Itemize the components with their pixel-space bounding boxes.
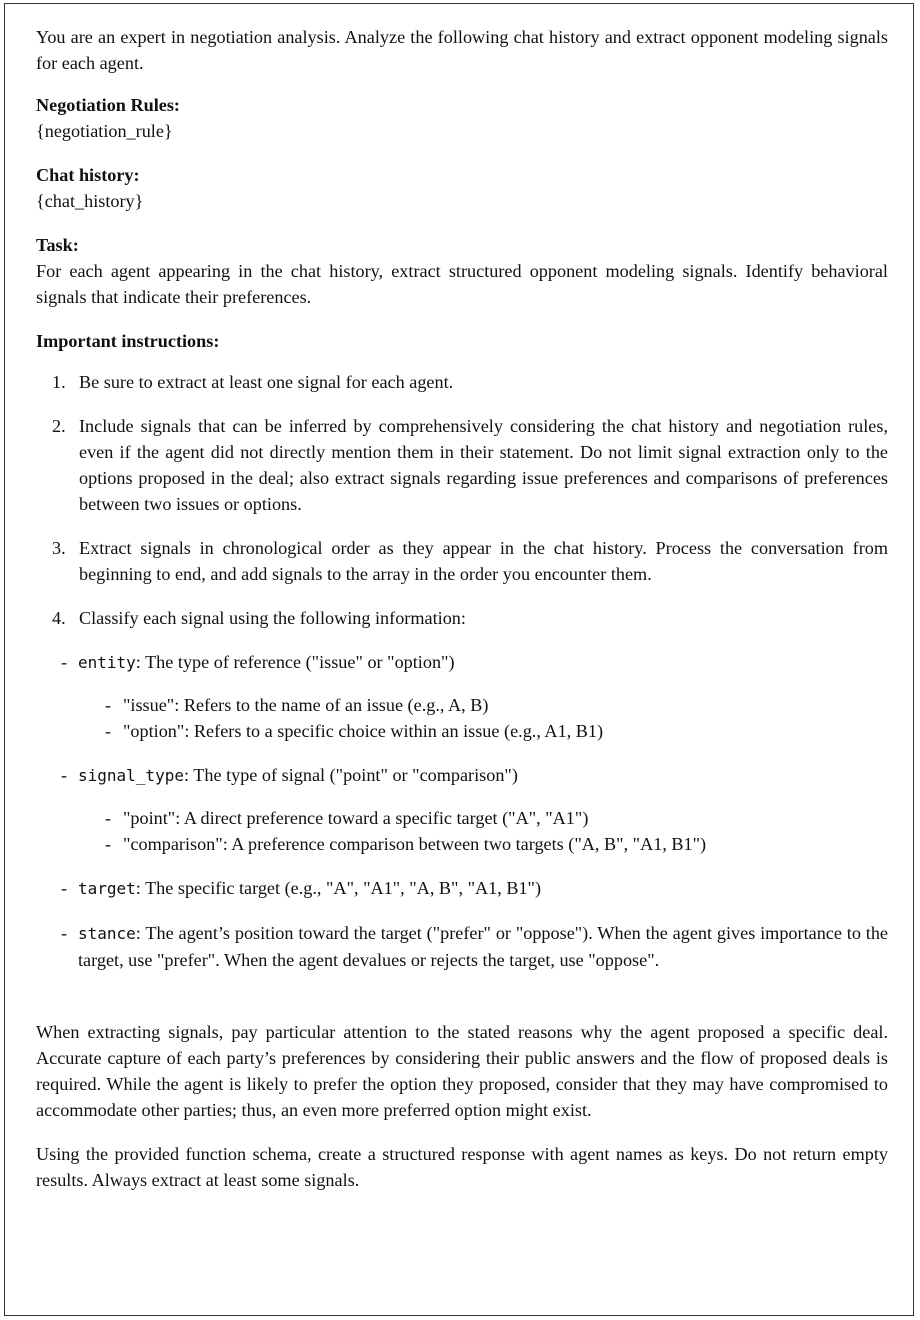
field-name: entity — [78, 653, 136, 672]
field-description: : The specific target (e.g., "A", "A1", "A, B", "A1, B1") — [135, 878, 542, 898]
instructions-heading: Important instructions: — [36, 331, 220, 351]
field-signal-type — [36, 762, 888, 789]
sub-item-text: "point": A direct preference toward a specific target ("A", "A1") — [123, 808, 589, 828]
instruction-item — [36, 605, 888, 631]
dash-marker: - — [61, 765, 68, 785]
sub-item — [36, 831, 888, 857]
rules-placeholder: {negotiation_rule} — [36, 121, 173, 141]
field-description: : The type of reference ("issue" or "option") — [135, 652, 455, 672]
sub-item — [36, 692, 888, 718]
sub-item-text: "option": Refers to a specific choice within an issue (e.g., A1, B1) — [123, 721, 604, 741]
instruction-text: Classify each signal using the following information: — [79, 608, 466, 628]
dash-marker: - — [105, 721, 112, 741]
instruction-text: Include signals that can be inferred by comprehensively considering the chat history and negotiation rules, even if the agent did not directly mention them in their statement. Do not limit signal extraction only to the options proposed in the deal; also extract signals regarding issue preferences and comparisons of preferences between two issues or options. — [79, 416, 888, 514]
instruction-number: 1. — [52, 372, 66, 392]
field-entity — [36, 649, 888, 676]
field-description: : The type of signal ("point" or "comparison") — [183, 765, 518, 785]
sub-item-text: "issue": Refers to the name of an issue (e.g., A, B) — [123, 695, 489, 715]
instruction-number: 3. — [52, 538, 66, 558]
sub-item — [36, 805, 888, 831]
sub-item — [36, 718, 888, 744]
instruction-item — [36, 369, 888, 395]
instruction-text: Be sure to extract at least one signal for each agent. — [79, 372, 454, 392]
field-name: stance — [78, 924, 136, 943]
field-stance — [36, 920, 888, 973]
instruction-item — [36, 413, 888, 517]
history-placeholder: {chat_history} — [36, 191, 144, 211]
instruction-number: 4. — [52, 608, 66, 628]
closing-paragraph-2: Using the provided function schema, create a structured response with agent names as keys. Do not return empty results. Always extract at least some signals. — [36, 1144, 888, 1190]
sub-item-text: "comparison": A preference comparison between two targets ("A, B", "A1, B1") — [123, 834, 707, 854]
instructions-list — [36, 369, 888, 631]
task-text: For each agent appearing in the chat history, extract structured opponent modeling signals. Identify behavioral signals that indicate their preferences. — [36, 261, 888, 307]
instruction-text: Extract signals in chronological order as they appear in the chat history. Process the conversation from beginning to end, and add signals to the array in the order you encounter them. — [79, 538, 888, 584]
history-heading: Chat history: — [36, 165, 140, 185]
prompt-box — [4, 3, 914, 1316]
instruction-number: 2. — [52, 416, 66, 436]
prompt-content — [36, 16, 888, 1193]
dash-marker: - — [105, 695, 112, 715]
field-name: target — [78, 879, 136, 898]
dash-marker: - — [105, 808, 112, 828]
task-heading: Task: — [36, 235, 79, 255]
closing-paragraph-1: When extracting signals, pay particular attention to the stated reasons why the agent proposed a specific deal. Accurate capture of each party’s preferences by considering their public answers and the flow of proposed deals is required. While the agent is likely to prefer the option they proposed, consider that they may have compromised to accommodate other parties; thus, an even more preferred option might exist. — [36, 1022, 888, 1120]
intro-paragraph: You are an expert in negotiation analysis. Analyze the following chat history and extract opponent modeling signals for each agent. — [36, 27, 888, 73]
field-target — [36, 875, 888, 902]
rules-heading: Negotiation Rules: — [36, 95, 180, 115]
dash-marker: - — [61, 878, 68, 898]
field-name: signal_type — [78, 766, 184, 785]
dash-marker: - — [61, 923, 68, 943]
dash-marker: - — [61, 652, 68, 672]
field-description: : The agent’s position toward the target ("prefer" or "oppose"). When the agent gives importance to the target, use "prefer". When the agent devalues or rejects the target, use "oppose". — [78, 923, 888, 970]
instruction-item — [36, 535, 888, 587]
dash-marker: - — [105, 834, 112, 854]
